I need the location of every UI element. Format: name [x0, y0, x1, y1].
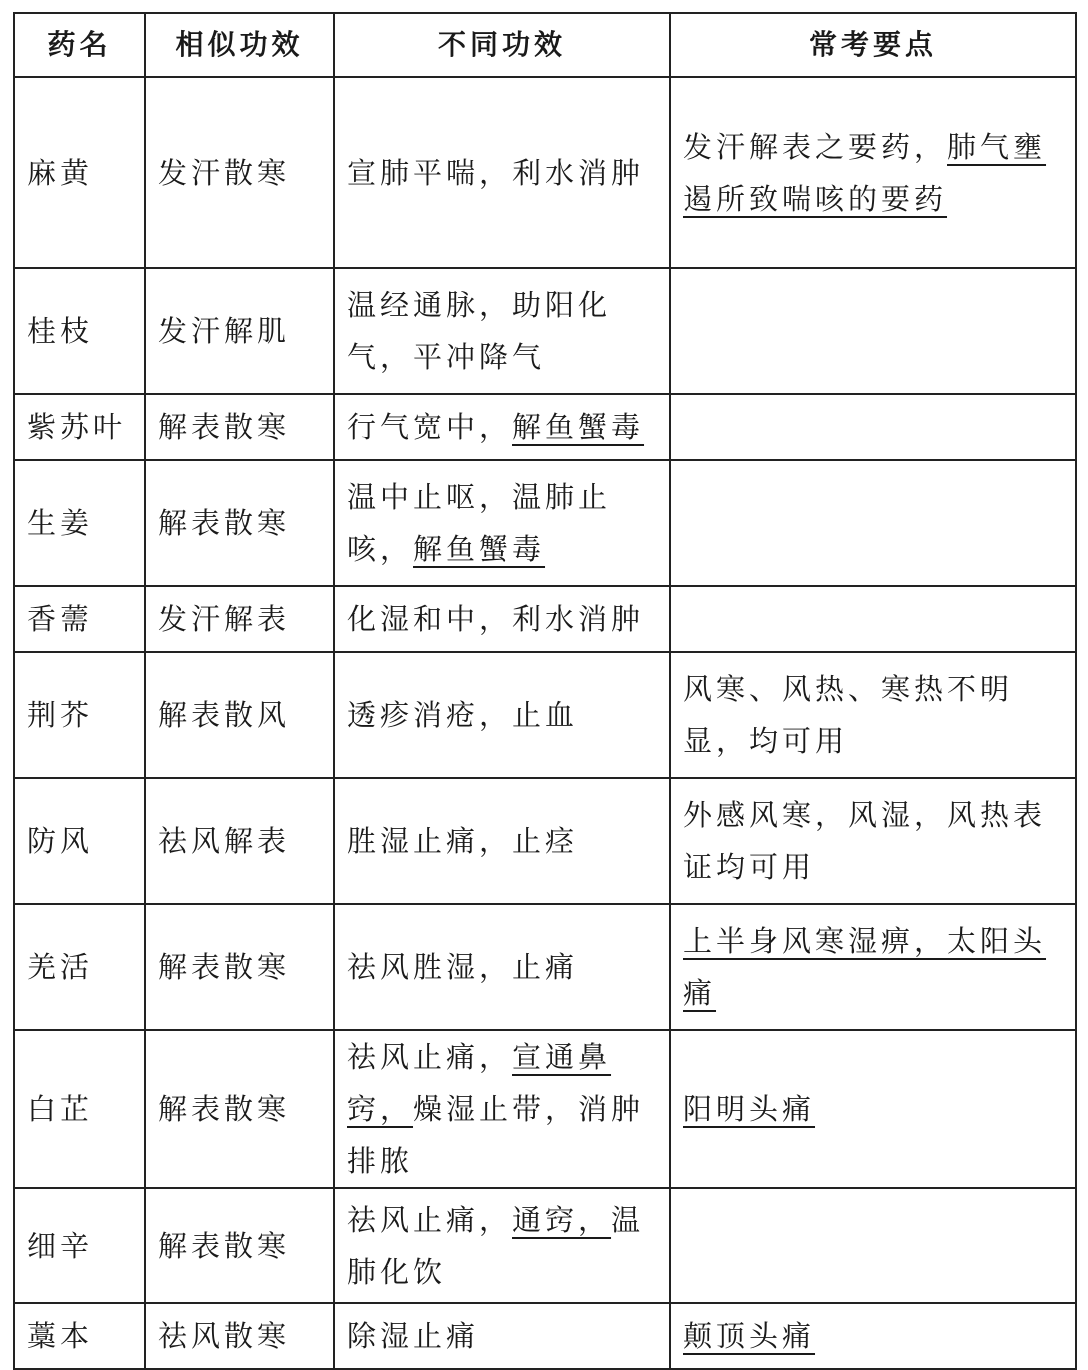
key-points [670, 1303, 1076, 1369]
table-row [14, 460, 1076, 586]
different-effect [334, 1303, 670, 1369]
underlined-text: 颠顶头痛 [683, 1319, 816, 1353]
similar-effect: 发汗散寒 [145, 77, 334, 268]
herb-name: 香薷 [14, 586, 145, 652]
similar-effect: 解表散寒 [145, 1030, 334, 1188]
herb-name: 荆芥 [14, 652, 145, 778]
table-row [14, 778, 1076, 904]
different-effect [334, 1188, 670, 1303]
table-row [14, 77, 1076, 268]
similar-effect: 祛风散寒 [145, 1303, 334, 1369]
table-row [14, 394, 1076, 460]
different-effect [334, 77, 670, 268]
header-name: 药名 [14, 13, 145, 77]
table-body [14, 77, 1076, 1369]
cell-text: 行气宽中， [347, 410, 513, 444]
key-points [670, 778, 1076, 904]
underlined-text: 通窍， [512, 1202, 612, 1237]
similar-effect: 祛风解表 [145, 778, 334, 904]
key-points [670, 77, 1076, 268]
header-key-points: 常考要点 [670, 13, 1076, 77]
cell-text: 温中止呕，温肺止咳， [347, 480, 612, 566]
similar-effect: 解表散寒 [145, 904, 334, 1030]
table-row [14, 268, 1076, 394]
cell-text: 祛风止痛， [347, 1040, 513, 1074]
different-effect [334, 586, 670, 652]
header-row [14, 13, 1076, 77]
key-points [670, 652, 1076, 778]
cell-text: 外感风寒，风湿，风热表证均可用 [683, 798, 1047, 884]
different-effect [334, 778, 670, 904]
cell-text: 宣肺平喘，利水消肿 [347, 155, 645, 190]
underlined-text: 解鱼蟹毒 [512, 410, 645, 444]
underlined-text: 解鱼蟹毒 [413, 532, 546, 566]
table-row [14, 1030, 1076, 1188]
cell-text: 风寒、风热、寒热不明显，均可用 [683, 672, 1014, 758]
similar-effect: 发汗解肌 [145, 268, 334, 394]
header-different-effect: 不同功效 [334, 13, 670, 77]
similar-effect: 解表散寒 [145, 394, 334, 460]
similar-effect: 解表散寒 [145, 1188, 334, 1303]
cell-text: 燥湿止带，消肿排脓 [347, 1092, 645, 1178]
table-row [14, 1188, 1076, 1303]
herb-name: 生姜 [14, 460, 145, 586]
key-points [670, 268, 1076, 394]
different-effect [334, 1030, 670, 1188]
cell-text: 除湿止痛 [347, 1319, 480, 1353]
cell-text: 胜湿止痛，止痉 [347, 824, 579, 858]
key-points [670, 1030, 1076, 1188]
underlined-text: 上半身风寒湿痹，太阳头痛 [683, 924, 1047, 1010]
cell-text: 温经通脉，助阳化气，平冲降气 [347, 288, 612, 374]
key-points [670, 394, 1076, 460]
similar-effect: 解表散寒 [145, 460, 334, 586]
cell-text: 发汗解表之要药， [683, 129, 948, 164]
different-effect [334, 904, 670, 1030]
herb-name: 紫苏叶 [14, 394, 145, 460]
table-row [14, 904, 1076, 1030]
cell-text: 透疹消疮，止血 [347, 698, 579, 732]
underlined-text: 肺气壅遏所致喘咳的要药 [683, 129, 1047, 216]
herb-name: 防风 [14, 778, 145, 904]
cell-text: 温肺化饮 [347, 1202, 645, 1289]
different-effect [334, 460, 670, 586]
table-row [14, 586, 1076, 652]
herb-name: 细辛 [14, 1188, 145, 1303]
cell-text: 化湿和中，利水消肿 [347, 602, 645, 636]
similar-effect: 解表散风 [145, 652, 334, 778]
underlined-text: 宣通鼻窍， [347, 1040, 612, 1126]
header-similar-effect: 相似功效 [145, 13, 334, 77]
table-row [14, 1303, 1076, 1369]
herb-name: 藁本 [14, 1303, 145, 1369]
key-points [670, 460, 1076, 586]
herb-name: 白芷 [14, 1030, 145, 1188]
key-points [670, 904, 1076, 1030]
similar-effect: 发汗解表 [145, 586, 334, 652]
herb-name: 羌活 [14, 904, 145, 1030]
herb-comparison-table [13, 12, 1077, 1370]
herb-name: 麻黄 [14, 77, 145, 268]
different-effect [334, 394, 670, 460]
different-effect [334, 652, 670, 778]
cell-text: 祛风胜湿，止痛 [347, 950, 579, 984]
different-effect [334, 268, 670, 394]
key-points [670, 1188, 1076, 1303]
key-points [670, 586, 1076, 652]
underlined-text: 阳明头痛 [683, 1092, 816, 1126]
cell-text: 祛风止痛， [347, 1202, 513, 1237]
table-row [14, 652, 1076, 778]
herb-name: 桂枝 [14, 268, 145, 394]
